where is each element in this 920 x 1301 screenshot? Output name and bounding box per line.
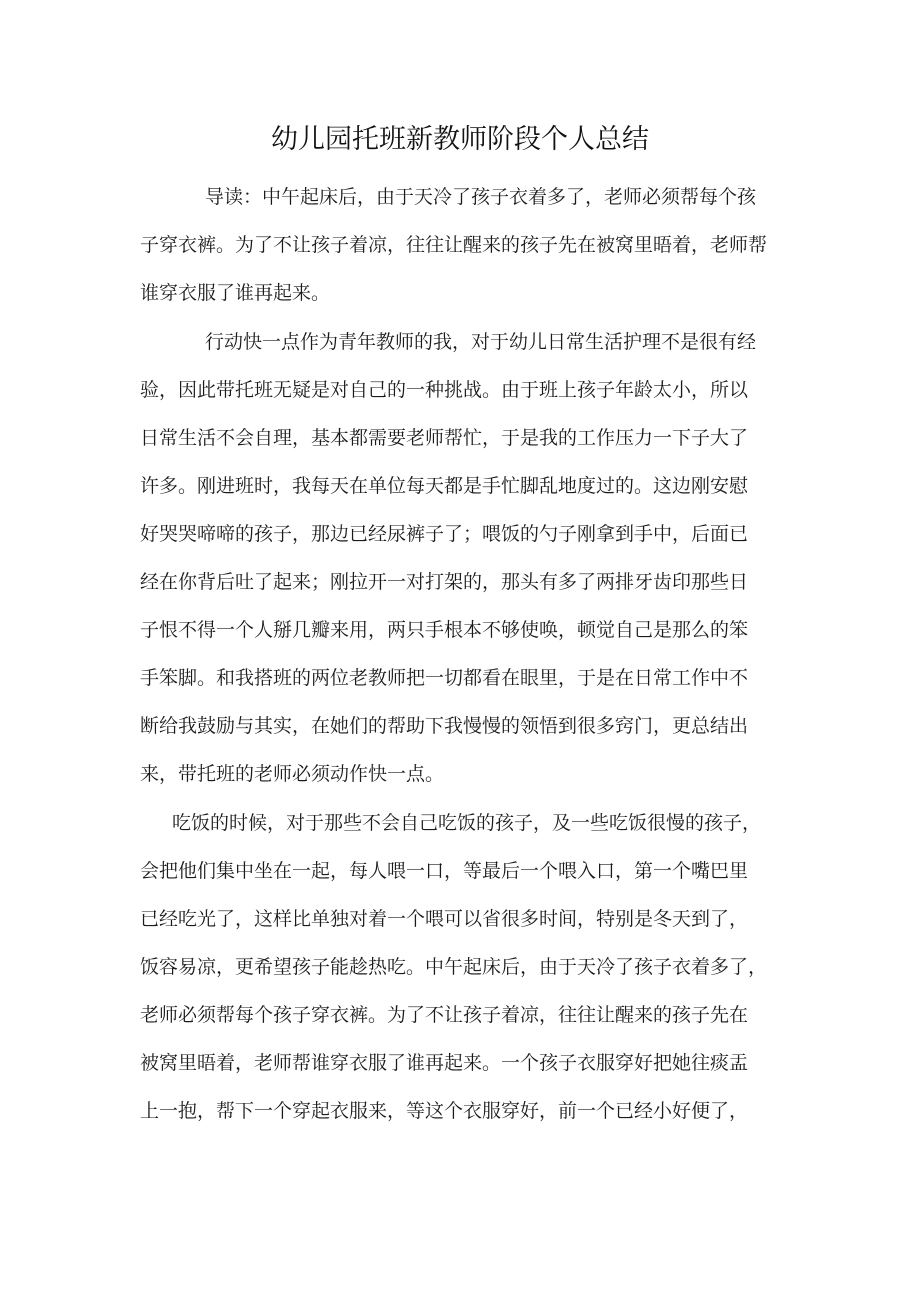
paragraph-2-line-8: 手笨脚。和我搭班的两位老教师把一切都看在眼里，于是在日常工作中不	[140, 667, 749, 689]
paragraph-3-line-5: 老师必须帮每个孩子穿衣裤。为了不让孩子着凉，往往让醒来的孩子先在	[140, 1004, 749, 1026]
paragraph-3-line-2: 会把他们集中坐在一起，每人喂一口，等最后一个喂入口，第一个嘴巴里	[140, 860, 749, 882]
paragraph-1-line-3: 谁穿衣服了谁再起来。	[140, 282, 331, 304]
paragraph-3-line-1: 吃饭的时候，对于那些不会自己吃饭的孩子，及一些吃饭很慢的孩子，	[172, 812, 762, 834]
paragraph-1-line-2: 子穿衣裤。为了不让孩子着凉，往往让醒来的孩子先在被窝里晤着，老师帮	[140, 234, 768, 256]
paragraph-2-line-7: 子恨不得一个人掰几瓣来用，两只手根本不够使唤，顿觉自己是那么的笨	[140, 619, 749, 641]
paragraph-2-line-9: 断给我鼓励与其实，在她们的帮助下我慢慢的领悟到很多窍门，更总结出	[140, 715, 749, 737]
page-title: 幼儿园托班新教师阶段个人总结	[271, 124, 649, 155]
paragraph-2-line-5: 好哭哭啼啼的孩子，那边已经尿裤子了；喂饭的勺子刚拿到手中，后面已	[140, 523, 749, 545]
paragraph-3-line-7: 上一抱，帮下一个穿起衣服来，等这个衣服穿好，前一个已经小好便了，	[140, 1100, 749, 1122]
paragraph-2-line-2: 验，因此带托班无疑是对自己的一种挑战。由于班上孩子年龄太小，所以	[140, 379, 749, 401]
paragraph-2-line-3: 日常生活不会自理，基本都需要老师帮忙，于是我的工作压力一下子大了	[140, 427, 749, 449]
paragraph-3-line-3: 已经吃光了，这样比单独对着一个喂可以省很多时间，特别是冬天到了，	[140, 908, 749, 930]
paragraph-1-line-1: 导读：中午起床后，由于天冷了孩子衣着多了，老师必须帮每个孩	[205, 186, 757, 208]
paragraph-3-line-6: 被窝里晤着，老师帮谁穿衣服了谁再起来。一个孩子衣服穿好把她往痰盂	[140, 1052, 749, 1074]
paragraph-2-line-4: 许多。刚进班时，我每天在单位每天都是手忙脚乱地度过的。这边刚安慰	[140, 475, 749, 497]
paragraph-3-line-4: 饭容易凉，更希望孩子能趁热吃。中午起床后，由于天冷了孩子衣着多了，	[140, 956, 768, 978]
paragraph-2-line-1: 行动快一点作为青年教师的我，对于幼儿日常生活护理不是很有经	[205, 331, 757, 353]
paragraph-2-line-10: 来，带托班的老师必须动作快一点。	[140, 763, 445, 785]
paragraph-2-line-6: 经在你背后吐了起来；刚拉开一对打架的，那头有多了两排牙齿印那些日	[140, 571, 749, 593]
